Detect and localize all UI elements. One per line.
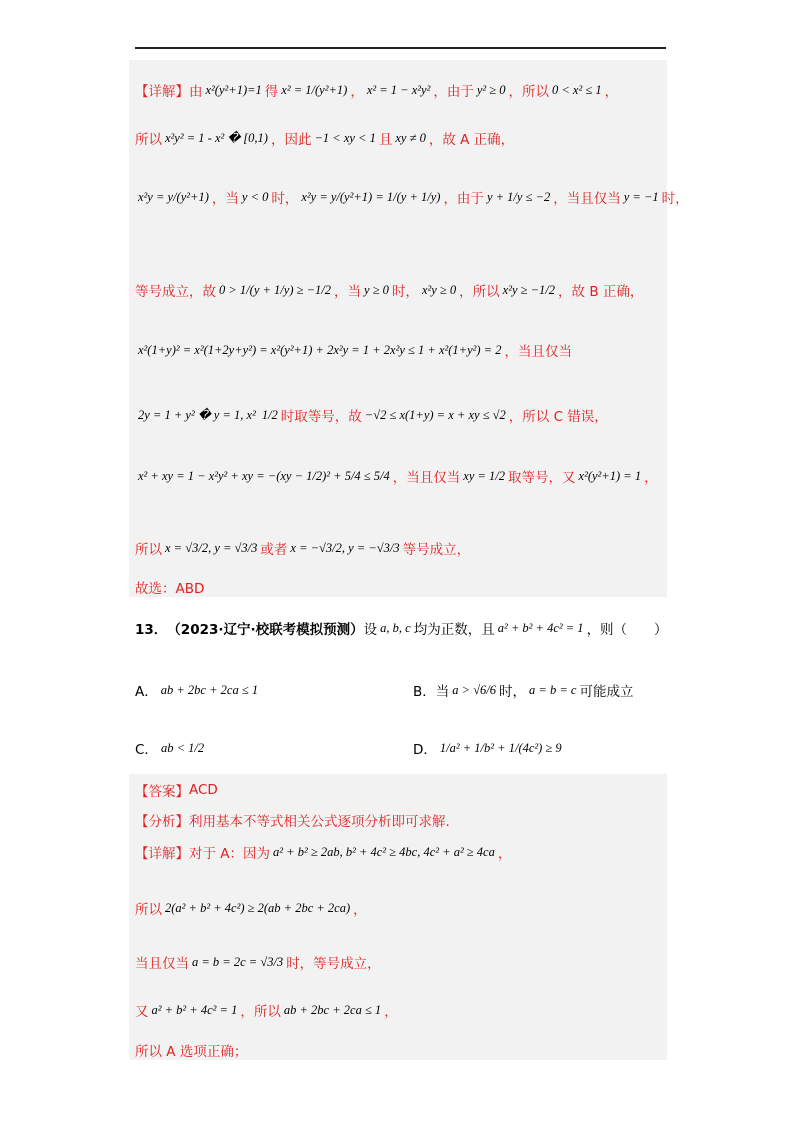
math-expr: 0 > 1/(y + 1/y) ≥ −1/2 bbox=[219, 282, 332, 297]
math-expr: 2y = 1 + y² � y = 1, x² bbox=[138, 408, 256, 422]
math-expr: x² = 1/(y²+1) bbox=[281, 82, 348, 97]
math-expr: y ≥ 0 bbox=[364, 282, 389, 297]
detail-tag: 【详解】 bbox=[135, 846, 189, 862]
solution-line-3: x²y = y/(y²+1) ，当 y < 0 时， x²y = y/(y²+1) = 1/(y + 1/y) ，由于 y + 1/y ≤ −2 ，当且仅当 y = −1 时， bbox=[138, 189, 689, 207]
math-expr: x²y = y/(y²+1) = 1/(y + 1/y) bbox=[301, 189, 441, 204]
math-expr: y² ≥ 0 bbox=[476, 82, 506, 97]
solution-line-6: 2y = 1 + y² � y = 1, x² 1/2 时取等号，故 −√2 ≤ x(1+y) = x + xy ≤ √2 ，所以 C 错误， bbox=[138, 407, 608, 425]
math-expr: y + 1/y ≤ −2 bbox=[486, 189, 551, 204]
detail-line-3: 当且仅当 a = b = 2c = √3/3 时，等号成立， bbox=[135, 954, 381, 972]
math-expr: a² + b² ≥ 2ab, b² + 4c² ≥ 4bc, 4c² + a² ≥ 4ca bbox=[273, 844, 495, 859]
math-expr: xy ≠ 0 bbox=[395, 130, 426, 145]
math-expr: a, b, c bbox=[380, 620, 411, 635]
detail-line-2: 所以 2(a² + b² + 4c²) ≥ 2(ab + 2bc + 2ca) ， bbox=[135, 900, 367, 918]
answer-line bbox=[135, 780, 218, 800]
math-expr: x²(y²+1)=1 bbox=[205, 82, 262, 97]
math-expr: 2(a² + b² + 4c²) ≥ 2(ab + 2bc + 2ca) bbox=[165, 900, 351, 915]
math-expr: x²y² = 1 - x² � [0,1) bbox=[165, 131, 268, 145]
solution-line-5: x²(1+y)² = x²(1+2y+y²) = x²(y²+1) + 2x²y = 1 + 2x²y ≤ 1 + x²(1+y²) = 2 ，当且仅当 bbox=[138, 342, 572, 360]
math-expr: a = b = 2c = √3/3 bbox=[192, 954, 284, 969]
math-expr: a² + b² + 4c² = 1 bbox=[151, 1002, 238, 1017]
question-number: 13． bbox=[135, 622, 168, 638]
math-expr: −1 < xy < 1 bbox=[314, 130, 376, 145]
math-expr: y < 0 bbox=[241, 189, 269, 204]
math-expr: 1/a² + 1/b² + 1/(4c²) ≥ 9 bbox=[439, 740, 562, 755]
detail-tag: 【详解】 bbox=[135, 84, 189, 100]
solution-line-4: 等号成立，故 0 > 1/(y + 1/y) ≥ −1/2 ，当 y ≥ 0 时， x²y ≥ 0 ，所以 x²y ≥ −1/2 ，故 B 正确， bbox=[135, 282, 644, 300]
solution-line-1: 【详解】 由 x²(y²+1)=1 得 x² = 1/(y²+1) ， x² = 1 − x²y² ，由于 y² ≥ 0 ，所以 0 < x² ≤ 1 ， bbox=[135, 80, 618, 100]
math-expr: ab + 2bc + 2ca ≤ 1 bbox=[283, 1002, 382, 1017]
question-source: （2023·辽宁·校联考模拟预测） bbox=[167, 622, 364, 638]
solution-line-9 bbox=[135, 577, 204, 597]
solution-line-8: 所以 x = √3/2, y = √3/3 或者 x = −√3/2, y = −√3/3 等号成立， bbox=[135, 540, 471, 558]
math-expr: a > √6/6 bbox=[452, 682, 497, 697]
math-expr: x²(y²+1) = 1 bbox=[578, 468, 642, 483]
final-choice: 故选：ABD bbox=[135, 581, 205, 597]
math-expr: x = −√3/2, y = −√3/3 bbox=[290, 540, 400, 555]
math-expr: x²y ≥ −1/2 bbox=[502, 282, 556, 297]
math-expr: xy = 1/2 bbox=[463, 468, 506, 483]
solution-line-7: x² + xy = 1 − x²y² + xy = −(xy − 1/2)² + 5/4 ≤ 5/4 ，当且仅当 xy = 1/2 取等号，又 x²(y²+1) = 1 ， bbox=[138, 468, 658, 486]
math-expr: 0 < x² ≤ 1 bbox=[551, 82, 602, 97]
math-expr: x²y ≥ 0 bbox=[421, 282, 457, 297]
math-expr: −√2 ≤ x(1+y) = x + xy ≤ √2 bbox=[364, 407, 506, 422]
math-expr: a² + b² + 4c² = 1 bbox=[497, 620, 584, 635]
option-d: D． 1/a² + 1/b² + 1/(4c²) ≥ 9 bbox=[413, 740, 562, 758]
detail-line-1: 【详解】 对于 A：因为 a² + b² ≥ 2ab, b² + 4c² ≥ 4bc, 4c² + a² ≥ 4ca ， bbox=[135, 842, 511, 862]
header-rule bbox=[135, 47, 666, 49]
analysis-line: 【分析】 利用基本不等式相关公式逐项分析即可求解. bbox=[135, 810, 450, 830]
option-a: A． ab + 2bc + 2ca ≤ 1 bbox=[135, 682, 259, 700]
math-expr: x²(1+y)² = x²(1+2y+y²) = x²(y²+1) + 2x²y = 1 + 2x²y ≤ 1 + x²(1+y²) = 2 bbox=[138, 342, 502, 357]
answer-tag: 【答案】 bbox=[135, 784, 189, 800]
solution-line-2: 所以 x²y² = 1 - x² � [0,1) ，因此 −1 < xy < 1 且 xy ≠ 0 ，故 A 正确， bbox=[135, 130, 515, 148]
math-expr: 1/2 bbox=[261, 407, 278, 422]
math-expr: x = √3/2, y = √3/3 bbox=[165, 540, 258, 555]
math-expr: x² + xy = 1 − x²y² + xy = −(xy − 1/2)² + 5/4 ≤ 5/4 bbox=[138, 468, 390, 483]
option-b: B． 当 a > √6/6 时， a = b = c 可能成立 bbox=[413, 682, 634, 700]
detail-line-5: 所以 A 选项正确； bbox=[135, 1044, 248, 1060]
detail-line-4: 又 a² + b² + 4c² = 1 ，所以 ab + 2bc + 2ca ≤ 1 ， bbox=[135, 1002, 398, 1020]
math-expr: ab + 2bc + 2ca ≤ 1 bbox=[160, 682, 259, 697]
math-expr: x² = 1 − x²y² bbox=[366, 82, 431, 97]
math-expr: ab < 1/2 bbox=[160, 740, 205, 755]
option-c: C． ab < 1/2 bbox=[135, 740, 205, 758]
question-13: 13． （2023·辽宁·校联考模拟预测） 设 a, b, c 均为正数，且 a² + b² + 4c² = 1 ，则（ ） bbox=[135, 618, 668, 638]
math-expr: a = b = c bbox=[529, 682, 577, 697]
answer-value: ACD bbox=[189, 782, 218, 798]
math-expr: x²y = y/(y²+1) bbox=[138, 189, 209, 204]
analysis-tag: 【分析】 bbox=[135, 814, 189, 830]
math-expr: y = −1 bbox=[623, 189, 659, 204]
